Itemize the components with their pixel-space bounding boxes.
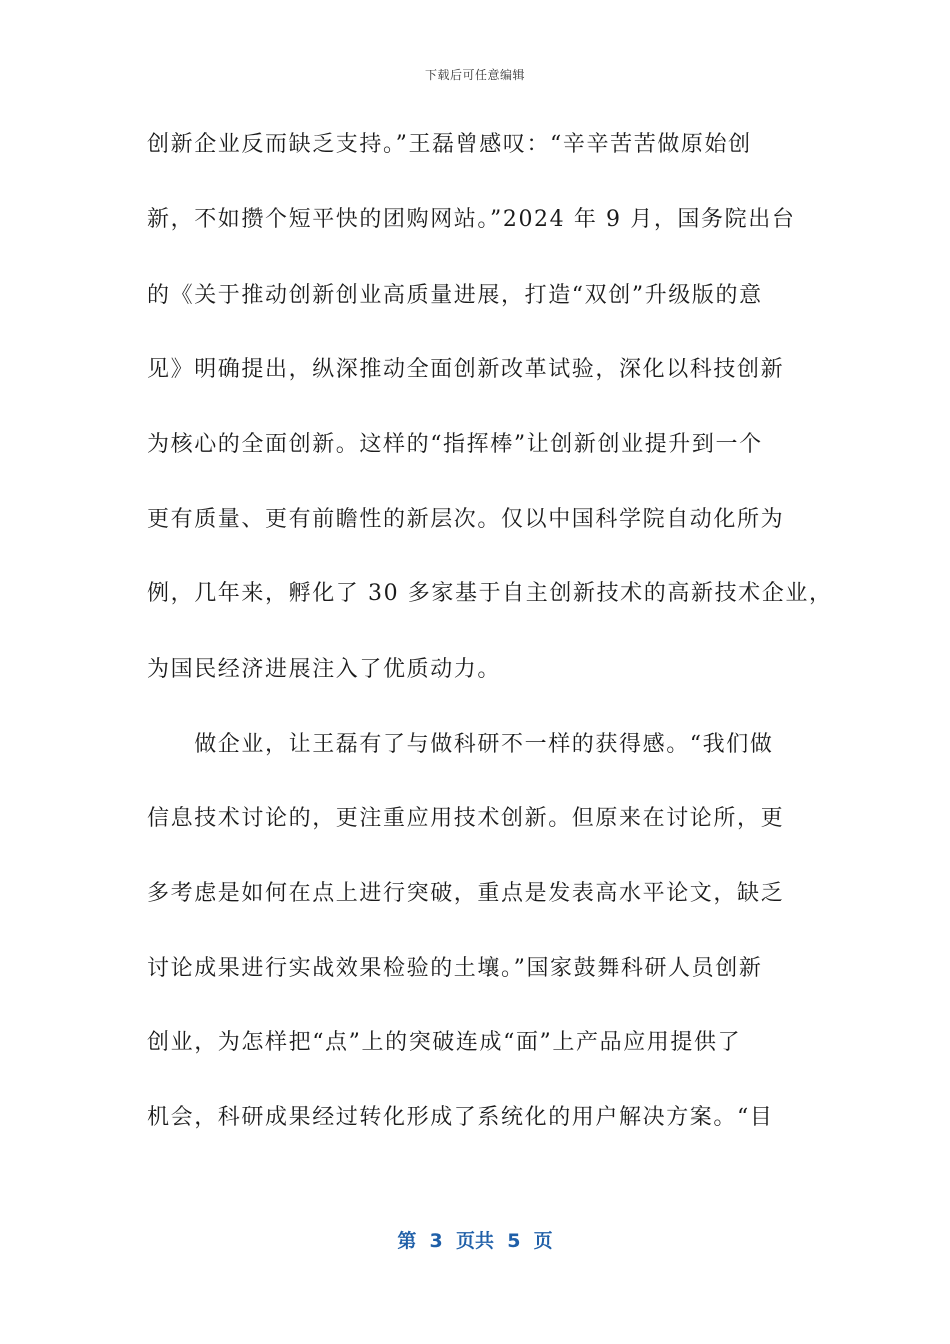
text-line: 信息技术讨论的，更注重应用技术创新。但原来在讨论所，更 [147, 806, 785, 831]
header-note: 下载后可任意编辑 [424, 68, 525, 82]
text-line: 讨论成果进行实战效果检验的土壤。”国家鼓舞科研人员创新 [147, 956, 763, 981]
text-line: 做企业，让王磊有了与做科研不一样的获得感。“我们做 [147, 732, 774, 757]
text-line: 见》明确提出，纵深推动全面创新改革试验，深化以科技创新 [147, 357, 785, 382]
text-line: 为国民经济进展注入了优质动力。 [147, 657, 502, 682]
text-line: 多考虑是如何在点上进行突破，重点是发表高水平论文，缺乏 [147, 881, 785, 906]
text-line: 创新企业反而缺乏支持。”王磊曾感叹：“辛辛苦苦做原始创 [147, 132, 752, 157]
text-line: 的《关于推动创新创业高质量进展，打造“双创”升级版的意 [147, 283, 763, 308]
page-number: 第 3 页共 5 页 [397, 1230, 553, 1252]
text-line: 新，不如攒个短平快的团购网站。”2024 年 9 月，国务院出台 [147, 207, 796, 232]
text-line: 机会，科研成果经过转化形成了系统化的用户解决方案。“目 [147, 1105, 774, 1130]
text-line: 例，几年来，孵化了 30 多家基于自主创新技术的高新技术企业， [147, 581, 833, 606]
text-line: 更有质量、更有前瞻性的新层次。仅以中国科学院自动化所为 [147, 507, 785, 532]
text-line: 创业，为怎样把“点”上的突破连成“面”上产品应用提供了 [147, 1030, 742, 1055]
text-line: 为核心的全面创新。这样的“指挥棒”让创新创业提升到一个 [147, 432, 763, 457]
